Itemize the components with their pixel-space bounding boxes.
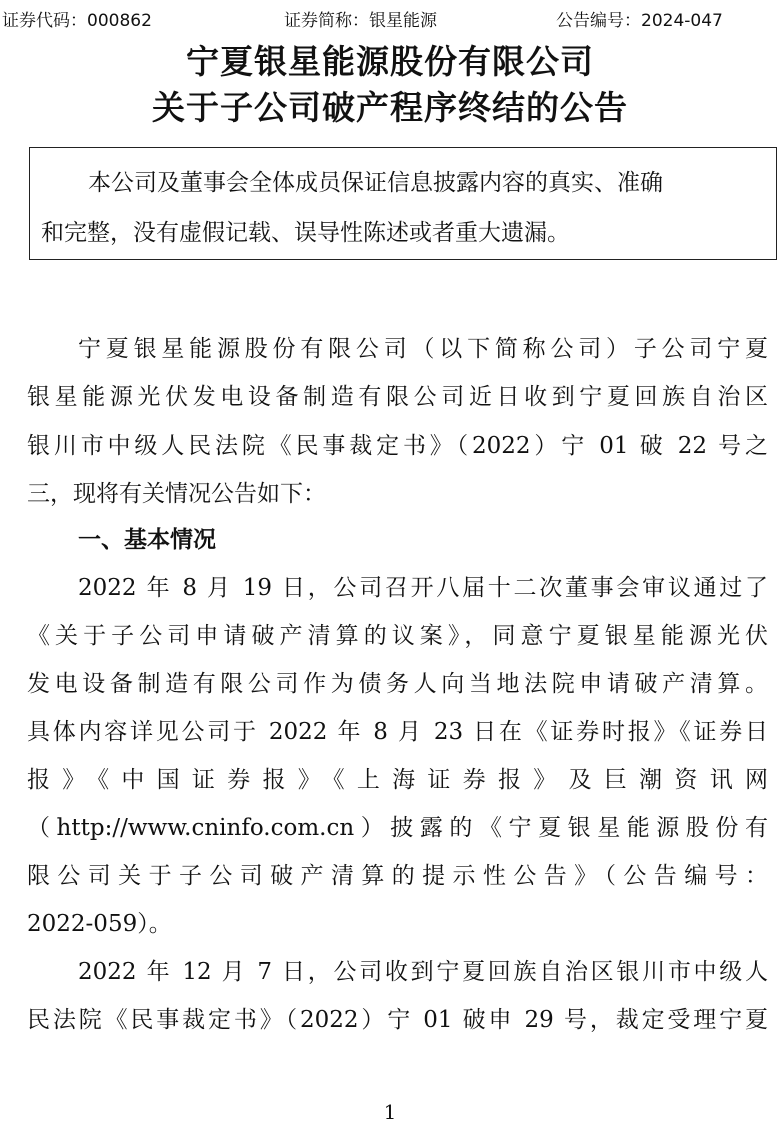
text-line: 银川市中级人民法院《民事裁定书》（2022）宁 01 破 22 号之 [27,433,768,459]
title-line-2: 关于子公司破产程序终结的公告 [152,88,628,127]
text-line: 限公司关于子公司破产清算的提示性公告》（公告编号： [27,863,768,889]
text-line: 银星能源光伏发电设备制造有限公司近日收到宁夏回族自治区 [27,384,768,410]
section-heading: 一、基本情况 [78,527,216,553]
stock-code: 证券代码：000862 [2,11,152,31]
text-line: 具体内容详见公司于 2022 年 8 月 23 日在《证券时报》《证券日 [27,719,768,745]
page-number: 1 [383,1100,397,1124]
text-line: （http://www.cninfo.com.cn）披露的《宁夏银星能源股份有 [27,815,768,841]
text-line: 宁夏银星能源股份有限公司（以下简称公司）子公司宁夏 [78,336,768,362]
stock-name: 证券简称：银星能源 [284,11,437,31]
text-line: 发电设备制造有限公司作为债务人向当地法院申请破产清算。 [27,671,768,697]
text-line: 《关于子公司申请破产清算的议案》，同意宁夏银星能源光伏 [27,623,768,649]
announcement-number: 公告编号：2024-047 [556,11,723,31]
statement-line-2: 和完整，没有虚假记载、误导性陈述或者重大遗漏。 [41,220,570,246]
title-line-1: 宁夏银星能源股份有限公司 [186,42,594,81]
statement-box [29,147,777,260]
text-line: 2022 年 12 月 7 日，公司收到宁夏回族自治区银川市中级人 [78,959,768,985]
text-line: 民法院《民事裁定书》（2022）宁 01 破申 29 号，裁定受理宁夏 [27,1007,768,1033]
statement-line-1: 本公司及董事会全体成员保证信息披露内容的真实、准确 [88,170,663,196]
text-line: 2022-059）。 [27,911,172,937]
text-line: 2022 年 8 月 19 日，公司召开八届十二次董事会审议通过了 [78,575,768,601]
text-line: 报》《中国证券报》《上海证券报》及巨潮资讯网 [27,767,768,793]
text-line: 三，现将有关情况公告如下： [27,481,326,507]
